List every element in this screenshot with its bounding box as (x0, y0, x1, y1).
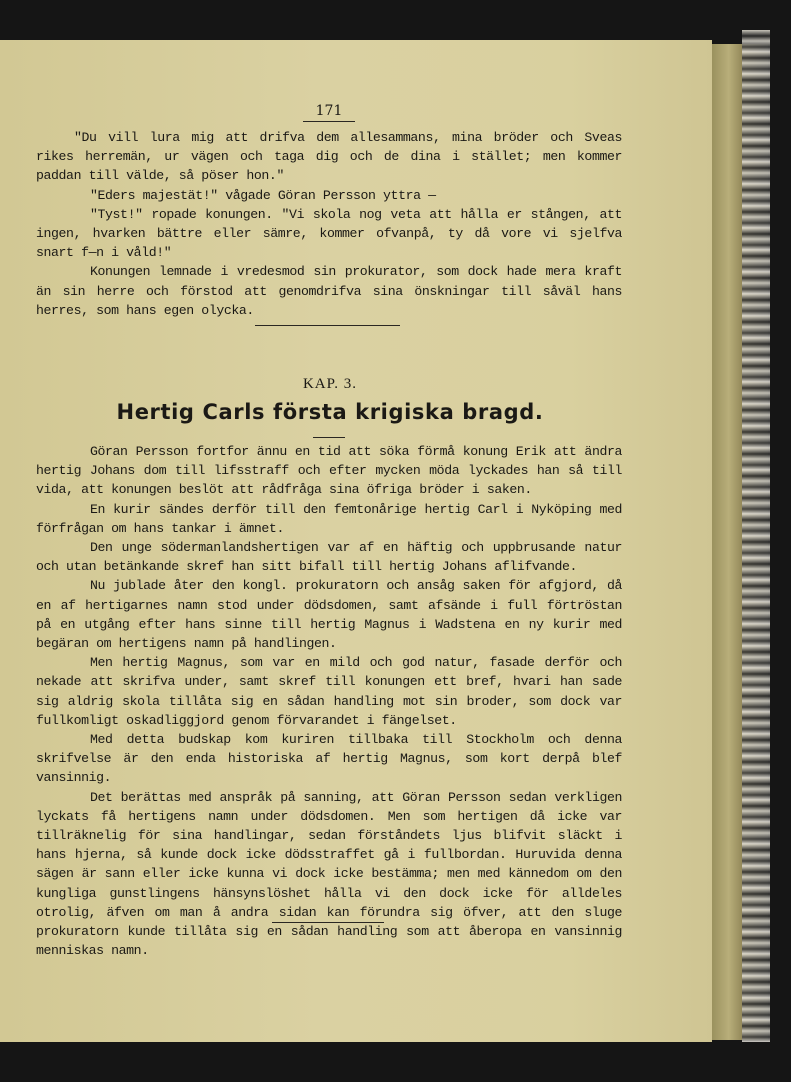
end-divider (272, 922, 384, 923)
paragraph: Nu jublade åter den kongl. prokuratorn och ansåg saken för afgjord, då en af hertigarnes namn stod under dödsdomen, samt afsände i full förtröstan på en utgång efter hans sinne till hertig Magnus i Wadstena en ny kurir med begäran om hertigens namn på handlingen. (36, 578, 622, 652)
paragraph: "Tyst!" ropade konungen. "Vi skola nog veta att hålla er stången, att ingen, hvarken bättre eller sämre, kommer ofvanpå, ty då vore vi sjelfva snart f—n i våld!" (36, 206, 622, 261)
paragraph: Men hertig Magnus, som var en mild och god natur, fasade derför och nekade att skrifva under, samt skref till konungen ett bref, hvari han sade sig aldrig skola tillåta sig en sådan handling mot sin broder, som dock var fullkomligt oskadliggjord genom förvarandet i fängelset. (36, 655, 622, 728)
paragraph: Den unge södermanlandshertigen var af en häftig och uppbrusande natur och utan betänkande skref han sitt bifall till hertig Johans aflifvande. (36, 540, 622, 575)
top-section-text (36, 128, 622, 320)
page-number: 171 (315, 103, 343, 119)
paragraph: Med detta budskap kom kuriren tillbaka till Stockholm och denna skrifvelse är den enda historiska af hertig Magnus, som kort derpå blef vansinnig. (36, 732, 622, 786)
chapter-title: Hertig Carls första krigiska bragd. (116, 400, 544, 424)
paragraph: Konungen lemnade i vredesmod sin prokurator, som dock hade mera kraft än sin herre och förstod att genomdrifva sina önskningar till såväl hans herres, som hans egen olycka. (36, 264, 622, 318)
title-underline (313, 437, 345, 438)
paragraph: Göran Persson fortfor ännu en tid att söka förmå konung Erik att ändra hertig Johans dom till lifsstraff och efter mycken möda lyckades han så till vida, att konungen beslöt att rådfråga sina öfriga bröder i saken. (36, 444, 622, 498)
paragraph: "Du vill lura mig att drifva dem allesammans, mina bröder och Sveas rikes herremän, ur vägen och taga dig och de dina i stället; men kommer paddan till välde, så pöser hon." (36, 130, 622, 184)
chapter-body-text (36, 442, 622, 960)
chapter-label: KAP. 3. (302, 376, 358, 392)
paragraph: "Eders majestät!" vågade Göran Persson yttra — (90, 187, 436, 203)
paragraph: En kurir sändes derför till den femtonårige hertig Carl i Nyköping med förfrågan om hans tankar i ämnet. (36, 501, 622, 536)
section-divider (255, 325, 400, 326)
paragraph: Det berättas med anspråk på sanning, att Göran Persson sedan verkligen lyckats få hertigens namn under dödsdomen. Men som hertigen då icke var tillräknelig för sina handlingar, sedan förståndets ljus blifvit släckt i hans hjerna, så kunde dock icke dödsstraffet gå i fullbordan. Huruvida denna sägen är sann eller icke kunna vi dock icke bestämma; men med kännedom om den kungliga gunstlingens hänsynslöshet hålla vi den dock icke för alldeles otrolig, äfven om man å andra sidan kan förundra sig öfver, att den sluge prokuratorn kunde tillåta sig en sådan handling som att åberopa en vansinnig menniskas namn. (36, 789, 622, 959)
page-number-rule (303, 121, 355, 122)
book-binding (742, 30, 770, 1042)
